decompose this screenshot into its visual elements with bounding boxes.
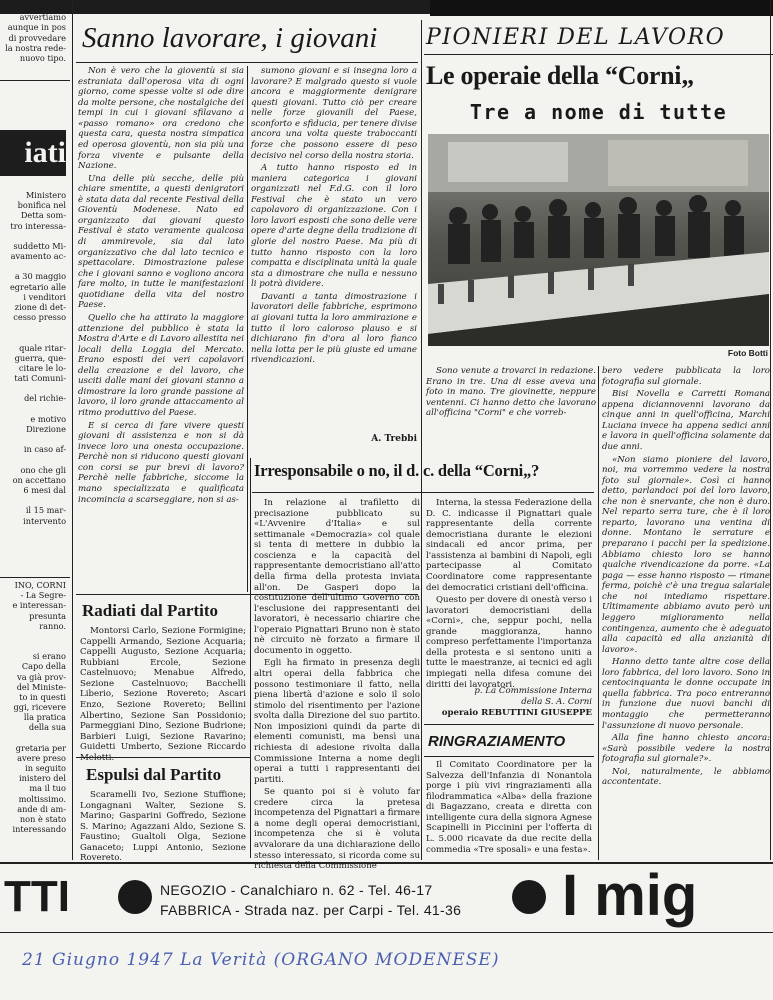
cut-line: INO, CORNI <box>14 580 66 590</box>
cut-line: Capo della <box>21 661 66 672</box>
cut-line: i venditori <box>23 291 66 302</box>
irresponsabile-signoff <box>426 686 592 719</box>
pionieri-column-1 <box>426 366 596 454</box>
cut-line: citare le lo- <box>18 362 66 373</box>
sanno-signature: A. Trebbi <box>371 434 417 444</box>
cut-line: 6 mesi dal <box>23 484 66 495</box>
cut-line: ono che gli <box>20 464 66 475</box>
cut-line <box>0 383 66 393</box>
cut-line <box>0 733 66 743</box>
pionieri-column-2 <box>602 366 770 860</box>
pionieri-kicker: PIONIERI DEL LAVORO <box>426 25 726 50</box>
paragraph: Davanti a tanta dimostrazione i lavoratori delle fabbriche, esprimono ai giovani tutta la loro ammirazione e tutto il loro caloroso plauso e si dichiarano fin d'ora al loro fianco nella lotta per le più giuste ed umane rivendicazioni. <box>251 291 417 366</box>
cut-line: to in questi <box>19 691 66 702</box>
ad-bottom-rule <box>0 932 773 933</box>
paragraph: sumono giovani e si insegna loro a lavorare? E malgrado questo si vuole ancora e maggiormente denigrare questi giovani. Tutto ciò per creare nelle forze giovanili del Paese, sconforto e sfiducia, per tenere divise ancora una volta queste traboccanti forze che possono essere di peso decisivo nel corso della nostra storia. <box>251 66 417 161</box>
right-edge-rule <box>770 0 771 860</box>
cut-line: bonifica nel <box>17 200 66 211</box>
cut-line: tati Comuni- <box>14 373 66 384</box>
sanno-column-2 <box>251 66 417 454</box>
paragraph: A tutto hanno risposto ed in maniera categorica i giovani organizzati nel F.d.G. con il loro Festival che è stato un vero capolavoro di organizzazione. Con i loro lavori esposti che sono delle vere opere d'arte degne della tradizione di glorie del nostro Paese. Ma più di tutto hanno risposto con la loro compatta e disciplinata unità la quale sta a dimostrare che nulla e nessuno li potrà dividere. <box>251 163 417 290</box>
cut-line: egretario alle <box>9 281 66 292</box>
column-rule-left <box>72 0 73 860</box>
rule-above-espulsi <box>76 757 250 758</box>
sanno-column-rule <box>247 66 248 592</box>
cut-line: ma il tuo <box>29 783 66 794</box>
paragraph: Interna, la stessa Federazione della D. C. indicasse il Pignattari quale rappresentante della corrente democristiana durante le elezioni sindacali ed ancor prima, per l'assistenza ai bambini di Napoli, egli partecipasse al Comitato Coordinatore come rappresentante dei democratici cristiani dell'officina. <box>426 498 592 593</box>
article-title-sanno: Sanno lavorare, i giovani <box>82 22 378 54</box>
pionieri-column-rule <box>598 366 599 860</box>
paragraph: Questo per dovere di onestà verso i lavoratori democristiani della «Corni», che, seppur pochi, nella grande maggioranza, hanno compreso perfettamente l'importanza della protesta e si sentono uniti a tutte le maestranze, ai tecnici ed agli impiegati nella difesa comune dei diritti dei lavoratori. <box>426 595 592 690</box>
factory-photo <box>428 134 769 346</box>
sanno-column-1 <box>78 66 244 592</box>
cut-line: inistero del <box>19 773 66 784</box>
cut-line <box>0 261 66 271</box>
column-rule-middle <box>421 20 422 860</box>
cut-line <box>0 631 66 641</box>
signoff-line: p. La Commissione Interna <box>474 686 592 696</box>
cut-line: suddetto Mi- <box>13 240 66 251</box>
cut-line: ranno. <box>39 620 66 631</box>
cut-line: avere preso <box>17 752 66 763</box>
cut-line: del richie- <box>24 393 66 404</box>
radiati-title: Radiati dal Partito <box>82 601 218 620</box>
cut-line: Ministero <box>25 190 66 200</box>
rule-under-pionieri <box>424 54 773 55</box>
cut-line <box>0 231 66 241</box>
cut-line: e motivo <box>30 413 66 424</box>
rule-top-left <box>0 80 70 81</box>
ringraziamento-body: Il Comitato Coordinatore per la Salvezza dell'Infanzia di Nonantola porge i più vivi ringraziamenti alla filodrammatica «Alba» della frazione di Bagazzano, creata e diretta con intelligente cura della signora Agnese Scapinelli in Piccinini per l'offerta di L. 5.000 ricavate da due recite della commedia «Tre sposali» e una festa». <box>426 760 592 855</box>
factory-photo-drawing <box>428 134 769 346</box>
paragraph: Se quanto poi si è voluto far credere circa la pretesa incompetenza del Pignattari a firmare a nome degli operai democristiani, incompetenza che si è voluta avvalorare da una dichiarazione dello stesso interessato, si ricorda come su richiesta della Commissione <box>254 787 421 872</box>
fragment-line: aunque in pos <box>7 22 66 33</box>
rule-under-ringraziamento <box>424 756 594 757</box>
irresponsabile-column-2 <box>426 498 592 696</box>
cut-line: del Ministe- <box>16 681 66 692</box>
cut-line: si erano <box>32 651 66 662</box>
irresponsabile-column-1 <box>254 498 421 872</box>
ad-bullet-left <box>118 880 152 914</box>
cut-line: lla pratica <box>23 712 66 723</box>
cut-line: ggi, ricevere <box>13 702 66 713</box>
handwritten-note: 21 Giugno 1947 La Verità (ORGANO MODENESE) <box>22 950 500 970</box>
cut-line: Detta som- <box>20 210 66 221</box>
paragraph: E si cerca di fare vivere questi giovani di assistenza e non si dà invece loro una onesta occupazione. Perchè non si riducono questi giovani con corsi se pur brevi di lavoro? Perchè nelle fabbriche, siccome la mano specializzata e qualificata incomincia a scarseggiare, non si as- <box>78 420 244 505</box>
espulsi-body: Scaramelli Ivo, Sezione Stuffione; Longagnani Walter, Sezione S. Marino; Gasparini Goffredo, Sezione S. Marino; Agazzani Aldo, Sezione S. Faustino; Gualtoli Olga, Sezione Ganaceto; Luppi Antonio, Sezione Rovereto. <box>80 790 246 864</box>
paragraph: «Non siamo pioniere del lavoro, noi, ma vorremmo vedere la nostra foto sul giornale». Così ci hanno detto, parlandoci poi del loro lavoro, che non è snervante, che non è duro. Nel reparto serra ture, che è il loro reparto, lavorano una ventina di donne. Montano le serrature e preparano i pacchi per la spedizione. Abbiamo chiesto loro se hanno qualche rivendicazione da porre. «La paga — esse hanno risposto — rimane ferma, poichè c'è una tregua salariale che noi intediamo rispettare. Ultimamente abbiamo avuto però un leggero miglioramento nella contingenza, aumento che è adeguato alla capacità ed alla anzianità di lavoro». <box>602 454 770 655</box>
cut-line: il 15 mar- <box>25 505 66 516</box>
ad-right-wordmark: I mig <box>562 863 698 928</box>
cut-line: e interessan- <box>12 600 66 611</box>
fragment-line: o « LA VE- <box>22 2 66 12</box>
cut-line: non è stato <box>19 813 66 824</box>
left-cut-heading: iati <box>0 130 66 176</box>
cut-line: interessando <box>12 824 66 835</box>
paragraph: Hanno detto tante altre cose della loro fabbrica, del loro lavoro. Sono in centocinquanta le donne occupate in quella fabbrica. Tra poco entreranno in funzione due nuovi banchi di montaggio che permetteranno l'assunzione di nuovo personale. <box>602 657 770 731</box>
signoff-line: operaio REBUTTINI GIUSEPPE <box>441 708 592 718</box>
radiati-body: Montorsi Carlo, Sezione Formigine; Cappelli Armando, Sezione Acquaria; Cappelli Augusto, Sezione Acquaria; Rubbiani Ercole, Sezione Castelnuovo; Menabue Alfredo, Sezione Castelnuovo; Bacchelli Liberio, Sezione Rovereto; Ascari Enzo, Sezione Rovereto; Bellini Albertino, Sezione San Possidonio; Parmeggiani Dino, Sezione Budrione; Barbieri Luigi, Sezione Ravarino; Guidetti Umberto, Sezione Riccardo Melotti. <box>80 626 246 763</box>
paragraph: Bisi Novella e Carretti Romana appena diciannovenni lavorano da cinque anni in quell'officina, Marchi Luciana invece ha appena sedici anni e lavora in quell'officina solamente da due anni. <box>602 389 770 452</box>
paragraph: bero vedere pubblicata la loro fotografia sul giornale. <box>602 366 770 387</box>
cut-line: avamento ac- <box>10 251 66 262</box>
paragraph: Non è vero che la gioventù si sia estraniata dall'operosa vita di ogni giorno, come spesse volte si ode dire da molte persone, che nostalgiche dei tempi in cui i giovani sfilavano a «passo romano» ora credono che questa cara, questa nostra simpatica ed operosa gioventù, non sia più una forza vivente e pulsante della Nazione. <box>78 66 244 172</box>
rule-above-ringraziamento <box>424 724 594 725</box>
cut-line: intervento <box>23 515 66 526</box>
cut-line <box>0 332 66 342</box>
rule-under-sanno-title <box>76 62 418 63</box>
rule-left-mid <box>0 577 70 578</box>
paragraph: Alla fine hanno chiesto ancora: «Sarà possibile vedere la nostra fotografia sul giornale?». <box>602 733 770 765</box>
ad-address <box>160 880 510 920</box>
fragment-line: avvertiamo <box>19 12 66 23</box>
ringraziamento-title: RINGRAZIAMENTO <box>428 733 566 750</box>
radiati-column-rule <box>250 458 251 858</box>
fragment-line: nuovo tipo. <box>19 52 66 63</box>
cut-line: in seguito <box>25 763 66 774</box>
cut-line <box>0 641 66 651</box>
cut-line: della sua <box>28 722 66 733</box>
cut-line: va già prov- <box>17 671 66 682</box>
photo-credit: Foto Botti <box>727 348 768 358</box>
cut-line <box>0 404 66 414</box>
signoff-line: della S. A. Corni <box>521 697 592 707</box>
left-cut-text-b <box>0 580 66 860</box>
top-banner-right-strip <box>430 0 773 16</box>
espulsi-title: Espulsi dal Partito <box>86 765 222 784</box>
ad-left-wordmark: TTI <box>4 872 70 921</box>
cut-line: tro interessa- <box>10 220 66 231</box>
paragraph: Egli ha firmato in presenza degli altri operai della fabbrica che possono testimoniare il fatto, nella piena libertà d'azione e solo il solo stimolo del risentimento per l'azione svolta dalla Direzione del suo partito. Non imposizioni quindi da parte di elementi comunisti, ma bensì una richiesta di adesione rivolta dalla Commissione Interna a nome degli operai a tutti i rappresentanti dei partiti. <box>254 658 420 785</box>
cut-line: in caso af- <box>23 444 66 455</box>
cut-line: quale ritar- <box>19 342 66 353</box>
cut-line: on accettano <box>12 474 66 485</box>
cut-line: zione di det- <box>14 301 66 312</box>
irresponsabile-title: Irresponsabile o no, il d. c. della “Corni„? <box>254 461 540 480</box>
fragment-line: di provvedare <box>8 32 66 43</box>
pionieri-title: Le operaie della “Corni„ <box>426 61 694 90</box>
cut-line: ande di am- <box>17 803 66 814</box>
cut-line: presunta <box>29 610 66 621</box>
cut-line: - La Segre- <box>20 590 66 601</box>
cut-line <box>0 322 66 332</box>
ad-bullet-right <box>512 880 546 914</box>
cut-line: a 30 maggio <box>14 271 66 282</box>
left-top-fragment <box>0 2 66 63</box>
cut-line: moltissimo. <box>18 793 66 804</box>
cut-line: cesso presso <box>13 312 66 323</box>
cut-line: Direzione <box>26 423 66 434</box>
fragment-line: la nostra rede- <box>5 42 66 53</box>
paragraph: Noi, naturalmente, le abbiamo accontentate. <box>602 766 770 788</box>
cut-line: gretaria per <box>15 742 66 753</box>
left-cut-text-a <box>0 190 66 560</box>
paragraph: In relazione al trafiletto di precisazione pubblicato su «L'Avvenire d'Italia» e sul settimanale «Democrazia» col quale si tenta di mettere in dubbio la coscienza e la capacità del rappresentante democristiano all'atto della firma della protesta inviata all'on. De Gasperi dopo la costituzione dell'ultimo Governo con l'esclusione dei rappresentanti dei lavoratori, è necessario chiarire che l'operaio Pignattari Bruno non è stato nè circuito nè forzato a firmare il documento in oggetto. <box>254 498 420 656</box>
paragraph: Quello che ha attirato la maggiore attenzione del pubblico è stata la Mostra d'Arte e di Lavoro allestita nei locali della Loggia del Mercato. Erano esposti dei veri capolavori della creazione e del lavoro, che usciti dalle mani dei giovani stanno a dimostrare la loro grande passione al lavoro, il loro grande attaccamento al ritmo produttivo del Paese. <box>78 312 244 418</box>
ad-line-negozio: NEGOZIO - Canalchiaro n. 62 - Tel. 46-17 <box>160 882 433 898</box>
ad-line-fabbrica: FABBRICA - Strada naz. per Carpi - Tel. 41-36 <box>160 902 462 918</box>
cut-line <box>0 495 66 505</box>
cut-line <box>0 454 66 464</box>
rule-under-irresponsabile <box>252 492 594 493</box>
pionieri-subtitle: Tre a nome di tutte <box>469 100 728 124</box>
paragraph: Sono venute a trovarci in redazione. Erano in tre. Una di esse aveva una foto in mano. Tre giovinette, neppure ventenni. Ci hanno detto che lavorano all'officina "Corni" e che vorreb- <box>426 366 596 419</box>
paragraph: Una delle più secche, delle più chiare smentite, a questi denigratori è stata data dal recente Festival della Gioventù Modenese. Nato ed organizzato dai giovani questo Festival è stato veramente qualcosa di ammirevole, sia dal lato organizzativo che dal lato tecnico e spettacolare. Dimostrazione palese che i giovani sanno e vogliono ancora fare molto, in tutte le manifestazioni quotidiane della vita del nostro Paese. <box>78 173 244 311</box>
cut-line: guerra, que- <box>14 352 66 363</box>
cut-line <box>0 434 66 444</box>
